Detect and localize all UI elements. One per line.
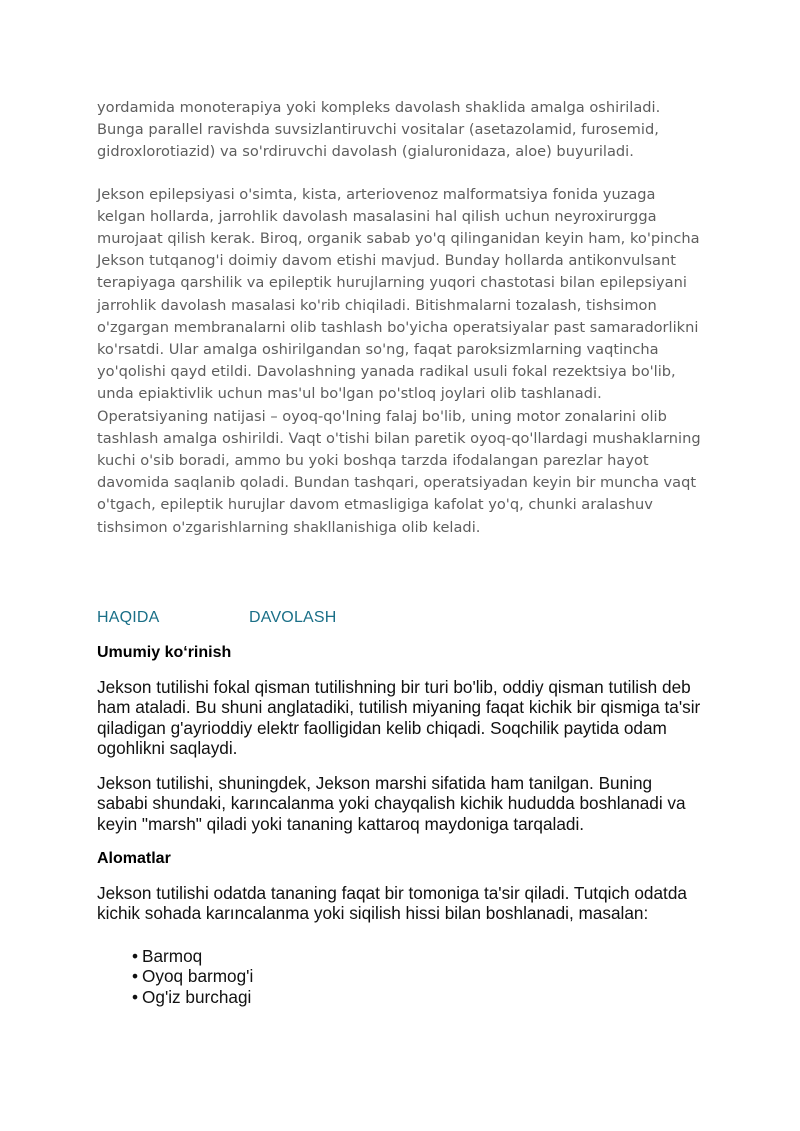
- overview-paragraph-1: Jekson tutilishi fokal qisman tutilishning bir turi bo'lib, oddiy qisman tutilish deb ham ataladi. Bu shuni anglatadiki, tutilish miyaning faqat kichik bir qismiga ta'sir qiladigan g'ayrioddiy elektr faolligidan kelib chiqadi. Soqchilik paytida odam ogohlikni saqlaydi.: [97, 677, 701, 758]
- symptoms-heading: Alomatlar: [97, 850, 171, 868]
- list-item: • Og'iz burchagi: [132, 987, 703, 1008]
- list-item: • Barmoq: [132, 946, 703, 967]
- symptoms-list: [97, 946, 703, 1008]
- list-item: • Oyoq barmog'i: [132, 966, 703, 987]
- symptoms-paragraph: Jekson tutilishi odatda tananing faqat bir tomoniga ta'sir qiladi. Tutqich odatda kichik sohada karıncalanma yoki siqilish hissi bilan boshlanadi, masalan:: [97, 883, 687, 924]
- page-body: [97, 97, 703, 539]
- continuation-paragraph-1: yordamida monoterapiya yoki kompleks davolash shaklida amalga oshiriladi. Bunga parallel ravishda suvsizlantiruvchi vositalar (asetazolamid, furosemid, gidroxlorotiazid) va so'rdiruvchi davolash (gialuronidaza, aloe) buyuriladi.: [97, 99, 661, 161]
- article-section: [97, 643, 703, 1007]
- overview-paragraph-2: Jekson tutilishi, shuningdek, Jekson marshi sifatida ham tanilgan. Buning sababi shundaki, karıncalanma yoki chayqalish kichik hududda boshlanadi va keyin "marsh" qiladi yoki tananing kattaroq maydoniga tarqaladi.: [97, 773, 686, 834]
- tab-davolash[interactable]: DAVOLASH: [249, 609, 337, 626]
- tab-haqida[interactable]: HAQIDA: [97, 609, 160, 626]
- continuation-paragraph-2: Jekson epilepsiyasi o'simta, kista, arteriovenoz malformatsiya fonida yuzaga kelgan hollarda, jarrohlik davolash masalasini hal qilish uchun neyroxirurgga murojaat qilish kerak. Biroq, organik sabab yo'q qilinganidan keyin ham, ko'pincha Jekson tutqanog'i doimiy davom etishi mavjud. Bunday hollarda antikonvulsant terapiyaga qarshilik va epileptik hurujlarning yuqori chastotasi bilan epilepsiyani jarrohlik davolash masalasi ko'rib chiqiladi. Bitishmalarni tozalash, tishsimon o'zgargan membranalarni olib tashlash bo'yicha operatsiyalar past samaradorlikni ko'rsatdi. Ular amalga oshirilgandan so'ng, faqat paroksizmlarning vaqtincha yo'qolishi qayd etildi. Davolashning yanada radikal usuli fokal rezektsiya bo'lib, unda epiaktivlik uchun mas'ul bo'lgan po'stloq joylari olib tashlanadi. Operatsiyaning natijasi – oyoq-qo'lning falaj bo'lib, uning motor zonalarini olib tashlash amalga oshirildi. Vaqt o'tishi bilan paretik oyoq-qo'llardagi mushaklarning kuchi o'sib boradi, ammo bu yoki boshqa tarzda ifodalangan parezlar hayot davomida saqlanib qoladi. Bundan tashqari, operatsiyadan keyin bir muncha vaqt o'tgach, epileptik hurujlar davom etmasligiga kafolat yo'q, chunki aralashuv tishsimon o'zgarishlarning shakllanishiga olib keladi.: [97, 185, 701, 536]
- overview-heading: Umumiy ko‘rinish: [97, 644, 232, 661]
- tab-bar: [97, 609, 337, 627]
